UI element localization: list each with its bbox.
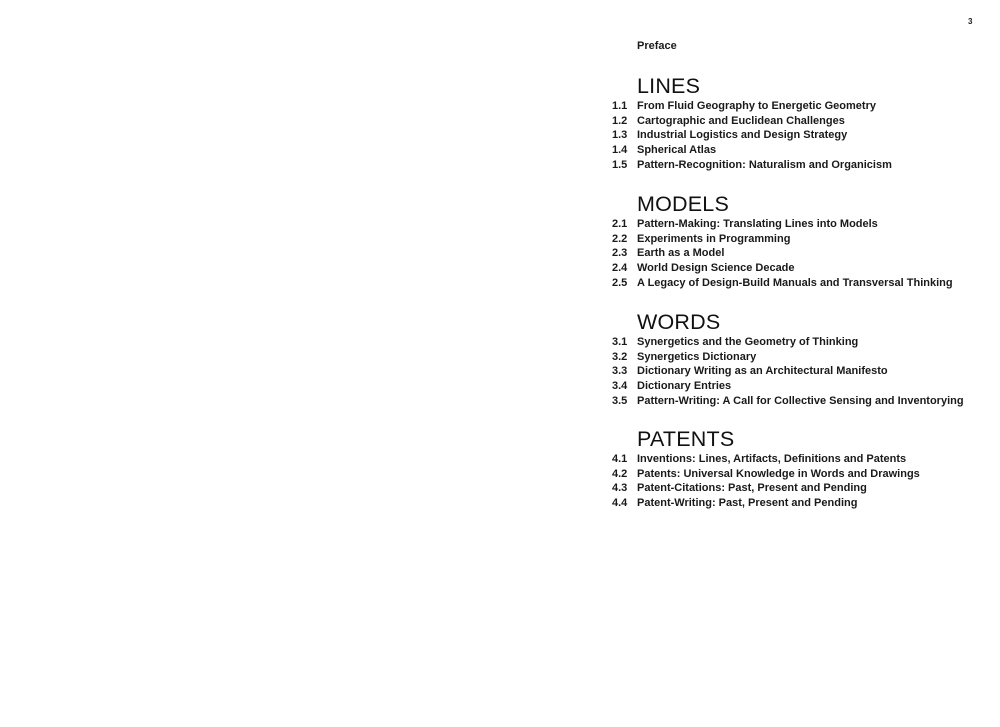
entry-number: 2.3: [612, 247, 628, 260]
entry-title: Patents: Universal Knowledge in Words and Drawings: [637, 467, 920, 480]
entry-title: Synergetics Dictionary: [637, 350, 757, 363]
entry-title: Pattern-Making: Translating Lines into Models: [637, 218, 878, 230]
page-number: 3: [968, 17, 973, 26]
toc-entry: [612, 114, 992, 129]
toc-entry: [612, 394, 992, 409]
entry-title: Pattern-Writing: A Call for Collective Sensing and Inventorying: [637, 394, 964, 407]
section-title: PATENTS: [637, 427, 735, 451]
entry-title: Spherical Atlas: [637, 144, 717, 157]
toc-section-models: [612, 191, 992, 291]
toc-entry: [612, 481, 992, 496]
toc-entry: [612, 350, 992, 365]
toc-entry: [612, 261, 992, 276]
toc-entry: [612, 496, 992, 511]
entry-number: 1.2: [612, 114, 628, 127]
toc-section-words: [612, 309, 992, 409]
entry-title: Synergetics and the Geometry of Thinking: [637, 336, 859, 348]
toc-entry: [612, 379, 992, 394]
entry-title: Industrial Logistics and Design Strategy: [637, 129, 848, 142]
toc-entry: [612, 335, 992, 350]
entry-number: 2.4: [612, 262, 628, 275]
section-title: WORDS: [637, 310, 721, 334]
entry-number: 4.4: [612, 497, 628, 510]
toc-entry: [612, 128, 992, 143]
entry-title: World Design Science Decade: [637, 262, 795, 275]
entry-title: Experiments in Programming: [637, 232, 791, 245]
toc-entry: [612, 276, 992, 291]
entry-number: 3.3: [612, 365, 628, 378]
entry-number: 1.5: [612, 158, 628, 171]
entry-number: 3.5: [612, 394, 628, 407]
entry-number: 1.4: [612, 144, 628, 157]
toc-entry: [612, 158, 992, 173]
toc-entry: [612, 246, 992, 261]
entry-number: 1.1: [612, 100, 628, 112]
entry-title: From Fluid Geography to Energetic Geometry: [637, 100, 876, 112]
entry-number: 3.2: [612, 350, 628, 363]
entry-title: Earth as a Model: [637, 247, 725, 260]
toc-entry: [612, 452, 992, 467]
toc-entry: [612, 99, 992, 114]
entry-title: Cartographic and Euclidean Challenges: [637, 114, 845, 127]
entry-title: Dictionary Writing as an Architectural Manifesto: [637, 365, 888, 378]
section-title: LINES: [637, 74, 701, 98]
entry-number: 2.1: [612, 218, 628, 230]
toc-section-patents: [612, 426, 992, 511]
entry-number: 4.1: [612, 453, 628, 465]
entry-number: 2.2: [612, 232, 628, 245]
entry-number: 3.4: [612, 380, 628, 393]
toc-entry: [612, 143, 992, 158]
entry-number: 2.5: [612, 276, 628, 289]
entry-number: 1.3: [612, 129, 628, 142]
section-title: MODELS: [637, 192, 729, 216]
preface-heading: Preface: [637, 40, 677, 52]
entry-title: Inventions: Lines, Artifacts, Definitions and Patents: [637, 453, 907, 465]
entry-title: Pattern-Recognition: Naturalism and Organicism: [637, 158, 892, 171]
entry-title: Dictionary Entries: [637, 380, 732, 393]
entry-number: 3.1: [612, 336, 628, 348]
toc-entry: [612, 217, 992, 232]
toc-entry: [612, 232, 992, 247]
entry-number: 4.3: [612, 482, 628, 495]
toc-section-lines: [612, 73, 992, 173]
toc-entry: [612, 467, 992, 482]
entry-title: Patent-Writing: Past, Present and Pending: [637, 497, 858, 510]
entry-title: Patent-Citations: Past, Present and Pending: [637, 482, 867, 495]
entry-title: A Legacy of Design-Build Manuals and Transversal Thinking: [637, 276, 953, 289]
toc-entry: [612, 364, 992, 379]
entry-number: 4.2: [612, 467, 628, 480]
